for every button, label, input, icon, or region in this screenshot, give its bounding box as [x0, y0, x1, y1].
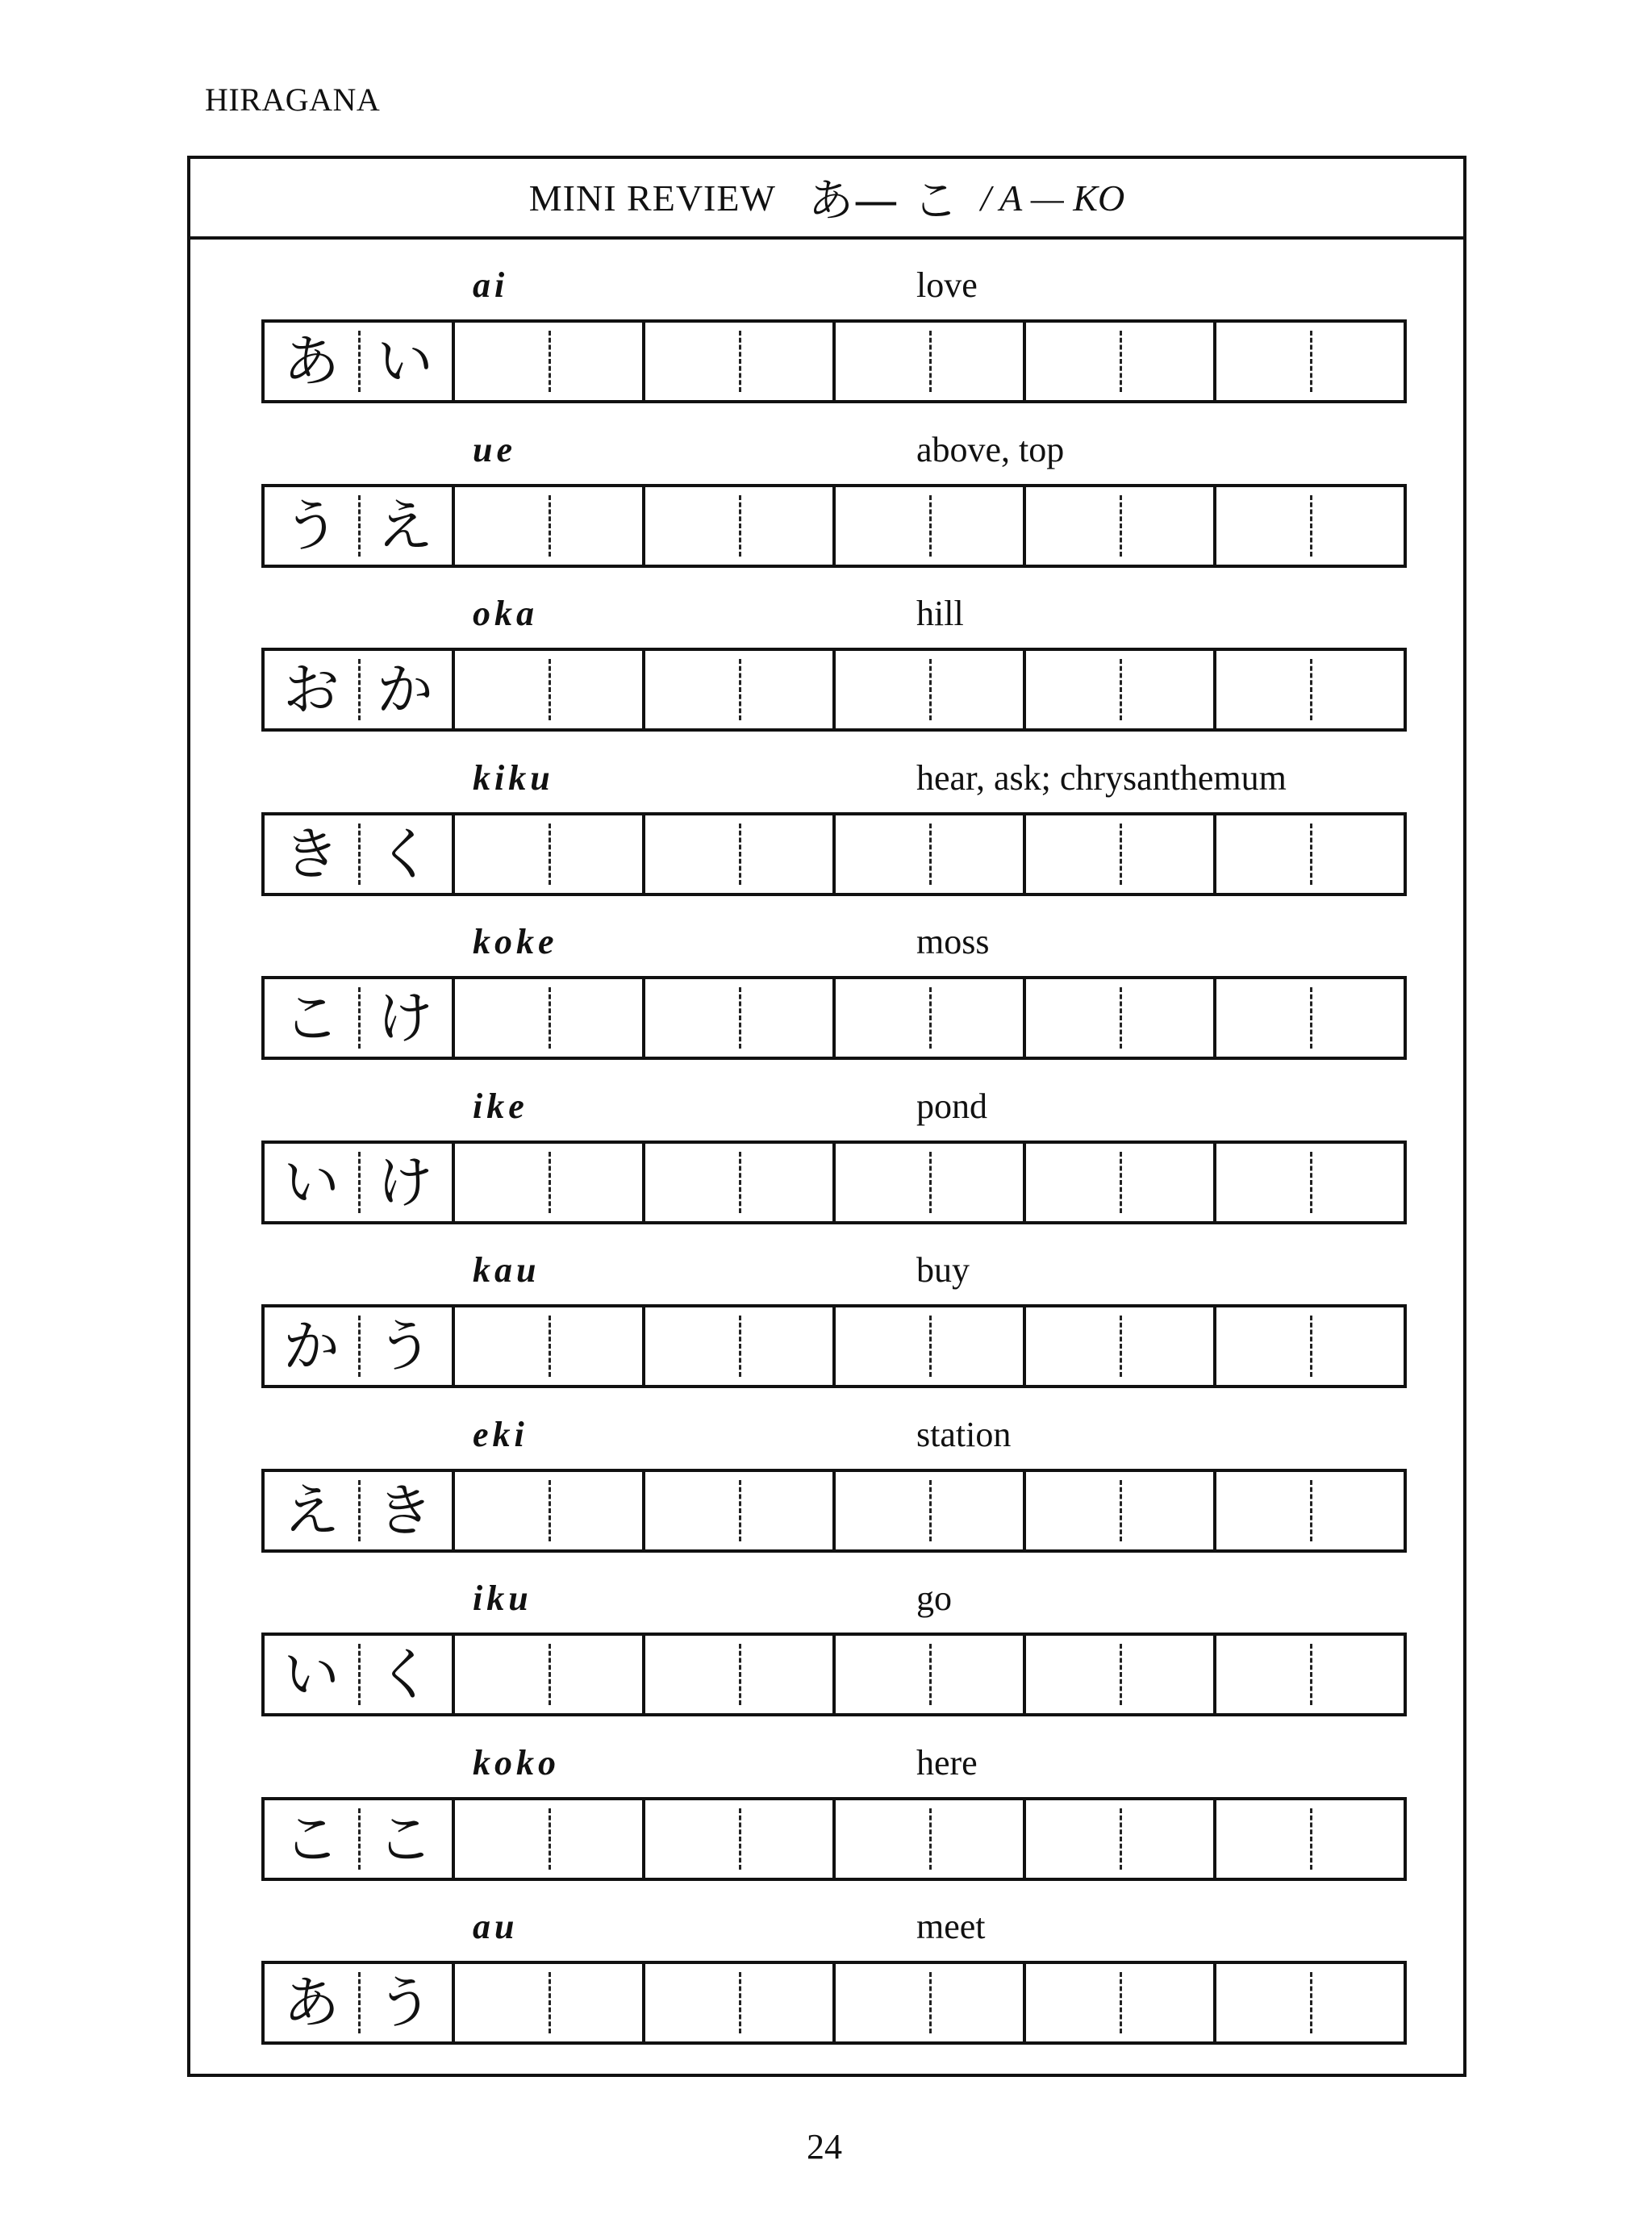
mini-review-frame [187, 156, 1466, 2077]
practice-cell[interactable] [645, 815, 836, 893]
practice-cell[interactable] [1026, 1144, 1216, 1221]
example-cell [265, 651, 455, 728]
practice-cell[interactable] [455, 1472, 645, 1549]
practice-cell[interactable] [1026, 1800, 1216, 1878]
practice-cell[interactable] [645, 651, 836, 728]
practice-cell[interactable] [1216, 1144, 1404, 1221]
practice-grid [261, 484, 1407, 568]
practice-cell[interactable] [1216, 979, 1404, 1057]
example-cell [265, 1144, 455, 1221]
practice-cell[interactable] [1026, 487, 1216, 565]
practice-cell[interactable] [836, 487, 1026, 565]
example-cell [265, 1307, 455, 1385]
vocab-entry [190, 1250, 1463, 1412]
practice-cell[interactable] [455, 1800, 645, 1878]
practice-cell[interactable] [1216, 1964, 1404, 2041]
example-cell [265, 1636, 455, 1713]
kana-character: え [283, 1477, 340, 1544]
running-head: HIRAGANA [205, 81, 381, 118]
practice-cell[interactable] [645, 1636, 836, 1713]
kana-character: お [283, 657, 340, 723]
practice-cell[interactable] [1216, 487, 1404, 565]
romaji-label: koke [473, 922, 558, 961]
kana-character: う [377, 1313, 433, 1379]
meaning-label: station [916, 1414, 1012, 1454]
vocab-entry [190, 1907, 1463, 2068]
kana-character: く [377, 1641, 433, 1708]
practice-cell[interactable] [645, 323, 836, 400]
kana-character: こ [377, 1805, 433, 1872]
practice-cell[interactable] [455, 487, 645, 565]
romaji-label: iku [473, 1578, 532, 1618]
romaji-label: kau [473, 1250, 540, 1290]
practice-cell[interactable] [645, 1800, 836, 1878]
practice-grid [261, 812, 1407, 896]
meaning-label: hear, ask; chrysanthemum [916, 757, 1287, 798]
header-romaji-range: / A — KO [980, 177, 1125, 219]
header-kana-range: あ— こ [807, 175, 958, 227]
practice-cell[interactable] [836, 1964, 1026, 2041]
practice-cell[interactable] [1026, 1307, 1216, 1385]
practice-cell[interactable] [1026, 1636, 1216, 1713]
practice-grid [261, 1633, 1407, 1716]
practice-grid [261, 1797, 1407, 1881]
practice-cell[interactable] [1216, 651, 1404, 728]
example-cell [265, 979, 455, 1057]
vocab-entry [190, 1578, 1463, 1740]
practice-cell[interactable] [455, 1307, 645, 1385]
example-cell [265, 487, 455, 565]
romaji-label: ue [473, 429, 516, 469]
romaji-label: ai [473, 265, 509, 305]
practice-cell[interactable] [645, 1307, 836, 1385]
practice-cell[interactable] [645, 1964, 836, 2041]
practice-cell[interactable] [1026, 815, 1216, 893]
practice-grid [261, 648, 1407, 732]
practice-grid [261, 1961, 1407, 2045]
practice-cell[interactable] [836, 1636, 1026, 1713]
practice-cell[interactable] [836, 979, 1026, 1057]
practice-cell[interactable] [455, 1964, 645, 2041]
vocab-entry [190, 1086, 1463, 1248]
meaning-label: go [916, 1578, 952, 1618]
meaning-label: buy [916, 1250, 970, 1290]
kana-character: け [377, 985, 433, 1051]
example-cell [265, 323, 455, 400]
meaning-label: meet [916, 1907, 986, 1946]
meaning-label: here [916, 1742, 978, 1783]
kana-character: い [283, 1641, 340, 1708]
practice-grid [261, 976, 1407, 1060]
kana-character: う [377, 1970, 433, 2036]
kana-character: き [283, 820, 340, 887]
kana-character: き [377, 1477, 433, 1544]
practice-cell[interactable] [455, 815, 645, 893]
practice-cell[interactable] [455, 1144, 645, 1221]
page-number: 24 [807, 2127, 842, 2166]
practice-cell[interactable] [836, 651, 1026, 728]
practice-cell[interactable] [1216, 815, 1404, 893]
romaji-label: ike [473, 1086, 528, 1126]
practice-cell[interactable] [645, 1144, 836, 1221]
practice-cell[interactable] [645, 1472, 836, 1549]
practice-cell[interactable] [1026, 323, 1216, 400]
mini-review-header [190, 159, 1463, 240]
practice-cell[interactable] [836, 1144, 1026, 1221]
romaji-label: kiku [473, 757, 554, 798]
example-cell [265, 1472, 455, 1549]
practice-cell[interactable] [455, 651, 645, 728]
romaji-label: eki [473, 1414, 528, 1454]
practice-cell[interactable] [455, 1636, 645, 1713]
vocab-entry [190, 758, 1463, 920]
practice-cell[interactable] [1216, 1800, 1404, 1878]
meaning-label: above, top [916, 429, 1065, 469]
vocab-entry [190, 1415, 1463, 1576]
kana-character: か [283, 1313, 340, 1379]
practice-cell[interactable] [1216, 1307, 1404, 1385]
practice-cell[interactable] [645, 487, 836, 565]
example-cell [265, 1800, 455, 1878]
practice-cell[interactable] [836, 1472, 1026, 1549]
practice-cell[interactable] [1216, 1472, 1404, 1549]
practice-cell[interactable] [1216, 1636, 1404, 1713]
practice-cell[interactable] [1216, 323, 1404, 400]
practice-cell[interactable] [1026, 979, 1216, 1057]
meaning-label: moss [916, 922, 990, 961]
example-cell [265, 815, 455, 893]
practice-cell[interactable] [1026, 1964, 1216, 2041]
romaji-label: koko [473, 1742, 560, 1783]
practice-cell[interactable] [455, 323, 645, 400]
kana-character: い [377, 328, 433, 394]
practice-cell[interactable] [836, 815, 1026, 893]
example-cell [265, 1964, 455, 2041]
vocab-entry [190, 1743, 1463, 1904]
kana-character: く [377, 820, 433, 887]
practice-cell[interactable] [1026, 651, 1216, 728]
romaji-label: au [473, 1907, 519, 1946]
kana-character: こ [283, 1805, 340, 1872]
vocab-entry [190, 594, 1463, 755]
practice-cell[interactable] [836, 323, 1026, 400]
kana-character: か [377, 657, 433, 723]
vocab-entry [190, 922, 1463, 1083]
practice-grid [261, 1141, 1407, 1224]
kana-character: あ [283, 1970, 340, 2036]
practice-cell[interactable] [645, 979, 836, 1057]
meaning-label: love [916, 265, 978, 305]
kana-character: う [283, 492, 340, 559]
romaji-label: oka [473, 594, 538, 633]
practice-grid [261, 319, 1407, 403]
practice-grid [261, 1304, 1407, 1388]
practice-cell[interactable] [1026, 1472, 1216, 1549]
practice-cell[interactable] [836, 1307, 1026, 1385]
meaning-label: hill [916, 594, 964, 633]
kana-character: こ [283, 985, 340, 1051]
kana-character: け [377, 1149, 433, 1216]
meaning-label: pond [916, 1086, 987, 1126]
practice-cell[interactable] [836, 1800, 1026, 1878]
kana-character: あ [283, 328, 340, 394]
practice-cell[interactable] [455, 979, 645, 1057]
vocab-entry [190, 265, 1463, 427]
kana-character: い [283, 1149, 340, 1216]
practice-grid [261, 1469, 1407, 1553]
kana-character: え [377, 492, 433, 559]
vocab-entry [190, 430, 1463, 591]
header-title: MINI REVIEW [528, 177, 776, 219]
